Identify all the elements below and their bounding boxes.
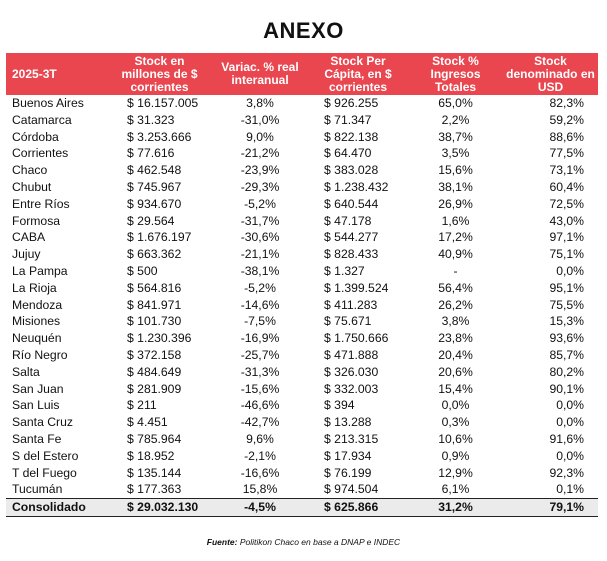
per-capita-cell: $ 75.671 <box>324 314 372 329</box>
usd-share-cell: 72,5% <box>549 196 584 211</box>
source-label: Fuente: <box>206 537 238 547</box>
income-share-cell: 38,7% <box>438 129 473 144</box>
usd-share-cell: 0,0% <box>556 263 584 278</box>
variation-cell: -2,1% <box>244 448 276 463</box>
per-capita-cell: $ 326.030 <box>324 364 379 379</box>
header-stock: Stock en millones de $ corrientes <box>121 53 198 94</box>
stock-cell: $ 3.253.666 <box>127 129 192 144</box>
income-share-cell: - <box>453 263 458 278</box>
table-row <box>6 381 598 398</box>
province-name: S del Estero <box>12 448 79 463</box>
variation-cell: -5,2% <box>244 196 276 211</box>
per-capita-cell: $ 13.288 <box>324 415 372 430</box>
stock-cell: $ 29.564 <box>127 213 175 228</box>
variation-cell: -29,3% <box>240 179 280 194</box>
income-share-cell: 15,6% <box>438 163 473 178</box>
table-row <box>6 112 598 129</box>
per-capita-cell: $ 1.750.666 <box>324 331 389 346</box>
province-name: Santa Fe <box>12 431 62 446</box>
total-row <box>6 499 598 517</box>
income-share-cell: 3,8% <box>441 314 470 329</box>
stock-cell: $ 281.909 <box>127 381 182 396</box>
header-per-capita: Stock Per Cápita, en $ corrientes <box>324 53 392 94</box>
stock-cell: $ 785.964 <box>127 431 182 446</box>
income-share-cell: 20,6% <box>438 364 473 379</box>
stock-cell: $ 500 <box>127 263 158 278</box>
per-capita-cell: $ 822.138 <box>324 129 379 144</box>
province-name: Tucumán <box>12 482 63 497</box>
total-label: Consolidado <box>12 500 86 515</box>
province-name: Río Negro <box>12 347 68 362</box>
usd-share-cell: 77,5% <box>549 146 584 161</box>
stock-cell: $ 1.230.396 <box>127 331 192 346</box>
province-name: Jujuy <box>12 247 41 262</box>
variation-cell: -31,0% <box>240 112 280 127</box>
per-capita-cell: $ 1.399.524 <box>324 280 389 295</box>
source-note <box>0 537 607 547</box>
per-capita-cell: $ 1.327 <box>324 263 365 278</box>
table-row <box>6 465 598 482</box>
usd-share-cell: 97,1% <box>549 230 584 245</box>
income-share-cell: 6,1% <box>441 482 470 497</box>
province-name: Catamarca <box>12 112 72 127</box>
source-text: Politikon Chaco en base a DNAP e INDEC <box>239 537 401 547</box>
header-usd-share: Stock denominado en USD <box>506 53 595 94</box>
stock-cell: $ 934.670 <box>127 196 182 211</box>
per-capita-cell: $ 1.238.432 <box>324 179 389 194</box>
table-row <box>6 330 598 347</box>
income-share-cell: 0,0% <box>441 398 470 413</box>
table-row <box>6 213 598 230</box>
usd-share-cell: 73,1% <box>549 163 584 178</box>
province-name: Chubut <box>12 179 52 194</box>
table-row <box>6 246 598 263</box>
stock-cell: $ 484.649 <box>127 364 182 379</box>
usd-share-cell: 0,0% <box>556 398 584 413</box>
table-body <box>6 95 598 516</box>
income-share-cell: 38,1% <box>438 179 473 194</box>
income-share-cell: 12,9% <box>438 465 473 480</box>
usd-share-cell: 80,2% <box>549 364 584 379</box>
table-header <box>6 53 598 95</box>
table-row <box>6 347 598 364</box>
per-capita-cell: $ 383.028 <box>324 163 379 178</box>
table-row <box>6 364 598 381</box>
income-share-cell: 40,9% <box>438 247 473 262</box>
table-row <box>6 95 598 112</box>
variation-cell: -15,6% <box>240 381 280 396</box>
table-row <box>6 129 598 146</box>
usd-share-cell: 93,6% <box>549 331 584 346</box>
table-row <box>6 162 598 179</box>
usd-share-cell: 92,3% <box>549 465 584 480</box>
usd-share-cell: 43,0% <box>549 213 584 228</box>
usd-share-cell: 75,5% <box>549 297 584 312</box>
variation-cell: -46,6% <box>240 398 280 413</box>
page-title: ANEXO <box>263 18 344 43</box>
usd-share-cell: 88,6% <box>549 129 584 144</box>
usd-share-cell: 90,1% <box>549 381 584 396</box>
usd-share-cell: 15,3% <box>549 314 584 329</box>
stock-cell: $ 16.157.005 <box>127 96 199 110</box>
table-row <box>6 263 598 280</box>
total-income-share: 31,2% <box>438 500 473 515</box>
stock-cell: $ 101.730 <box>127 314 182 329</box>
variation-cell: 3,8% <box>246 96 274 110</box>
table-row <box>6 414 598 431</box>
income-share-cell: 2,2% <box>441 112 470 127</box>
table-row <box>6 297 598 314</box>
income-share-cell: 0,3% <box>441 415 470 430</box>
per-capita-cell: $ 471.888 <box>324 347 379 362</box>
table-row <box>6 179 598 196</box>
per-capita-cell: $ 76.199 <box>324 465 372 480</box>
per-capita-cell: $ 411.283 <box>324 297 378 312</box>
per-capita-cell: $ 213.315 <box>324 431 379 446</box>
stock-cell: $ 663.362 <box>127 247 182 262</box>
usd-share-cell: 95,1% <box>549 280 584 295</box>
per-capita-cell: $ 974.504 <box>324 482 379 497</box>
total-usd-share: 79,1% <box>549 500 584 515</box>
province-name: Salta <box>12 364 40 379</box>
table-row <box>6 397 598 414</box>
income-share-cell: 10,6% <box>438 431 473 446</box>
usd-share-cell: 91,6% <box>549 431 584 446</box>
per-capita-cell: $ 544.277 <box>324 230 379 245</box>
per-capita-cell: $ 640.544 <box>324 196 379 211</box>
income-share-cell: 26,9% <box>438 196 473 211</box>
usd-share-cell: 59,2% <box>549 112 584 127</box>
province-name: Mendoza <box>12 297 63 312</box>
variation-cell: 9,0% <box>246 129 274 144</box>
stock-cell: $ 135.144 <box>127 465 182 480</box>
stock-cell: $ 31.323 <box>127 112 175 127</box>
per-capita-cell: $ 394 <box>324 398 355 413</box>
usd-share-cell: 75,1% <box>549 247 584 262</box>
province-name: CABA <box>12 230 46 245</box>
province-name: Chaco <box>12 163 48 178</box>
table-row <box>6 431 598 448</box>
stock-cell: $ 745.967 <box>127 179 182 194</box>
province-name: Neuquén <box>12 331 62 346</box>
total-stock: $ 29.032.130 <box>127 500 199 515</box>
income-share-cell: 3,5% <box>441 146 470 161</box>
province-name: Entre Ríos <box>12 196 70 211</box>
variation-cell: -31,3% <box>240 364 280 379</box>
per-capita-cell: $ 64.470 <box>324 146 372 161</box>
per-capita-cell: $ 828.433 <box>324 247 379 262</box>
variation-cell: -21,2% <box>240 146 280 161</box>
per-capita-cell: $ 17.934 <box>324 448 372 463</box>
header-period: 2025-3T <box>12 66 57 81</box>
income-share-cell: 1,6% <box>441 213 470 228</box>
variation-cell: -7,5% <box>244 314 276 329</box>
table-row <box>6 196 598 213</box>
income-share-cell: 15,4% <box>438 381 473 396</box>
province-name: Misiones <box>12 314 61 329</box>
stock-cell: $ 77.616 <box>127 146 175 161</box>
income-share-cell: 56,4% <box>438 280 473 295</box>
per-capita-cell: $ 926.255 <box>324 96 379 110</box>
stock-cell: $ 462.548 <box>127 163 182 178</box>
variation-cell: 9,6% <box>246 431 274 446</box>
table-row <box>6 481 598 498</box>
header-variation: Variac. % real interanual <box>221 60 299 87</box>
variation-cell: -23,9% <box>240 163 280 178</box>
province-name: Córdoba <box>12 129 59 144</box>
variation-cell: -16,9% <box>240 331 280 346</box>
table-row <box>6 145 598 162</box>
province-name: Buenos Aires <box>12 96 84 110</box>
anexo-table <box>6 53 598 517</box>
usd-share-cell: 82,3% <box>549 96 584 110</box>
variation-cell: 15,8% <box>242 482 278 497</box>
variation-cell: -16,6% <box>240 465 280 480</box>
per-capita-cell: $ 47.178 <box>324 213 372 228</box>
variation-cell: -25,7% <box>240 347 280 362</box>
table-row <box>6 229 598 246</box>
variation-cell: -38,1% <box>240 263 280 278</box>
table-row <box>6 280 598 297</box>
income-share-cell: 26,2% <box>438 297 473 312</box>
header-income-share: Stock % Ingresos Totales <box>430 53 481 94</box>
table-row <box>6 448 598 465</box>
income-share-cell: 20,4% <box>438 347 473 362</box>
usd-share-cell: 60,4% <box>549 179 584 194</box>
per-capita-cell: $ 71.347 <box>324 112 372 127</box>
variation-cell: -31,7% <box>240 213 280 228</box>
stock-cell: $ 18.952 <box>127 448 175 463</box>
province-name: La Rioja <box>12 280 57 295</box>
stock-cell: $ 1.676.197 <box>127 230 192 245</box>
province-name: San Luis <box>12 398 60 413</box>
stock-cell: $ 4.451 <box>127 415 168 430</box>
province-name: T del Fuego <box>12 465 77 480</box>
income-share-cell: 23,8% <box>438 331 473 346</box>
province-name: Santa Cruz <box>12 415 73 430</box>
table-row <box>6 313 598 330</box>
variation-cell: -30,6% <box>240 230 280 245</box>
stock-cell: $ 211 <box>127 398 157 413</box>
province-name: La Pampa <box>12 263 68 278</box>
total-per-capita: $ 625.866 <box>324 500 379 515</box>
income-share-cell: 0,9% <box>441 448 470 463</box>
province-name: Formosa <box>12 213 61 228</box>
usd-share-cell: 0,1% <box>556 482 584 497</box>
usd-share-cell: 0,0% <box>556 448 584 463</box>
stock-cell: $ 564.816 <box>127 280 182 295</box>
header-row <box>6 53 598 95</box>
income-share-cell: 17,2% <box>438 230 473 245</box>
variation-cell: -5,2% <box>244 280 276 295</box>
usd-share-cell: 85,7% <box>549 347 584 362</box>
per-capita-cell: $ 332.003 <box>324 381 379 396</box>
variation-cell: -42,7% <box>240 415 280 430</box>
stock-cell: $ 841.971 <box>127 297 182 312</box>
stock-cell: $ 177.363 <box>127 482 182 497</box>
usd-share-cell: 0,0% <box>556 415 584 430</box>
variation-cell: -14,6% <box>240 297 280 312</box>
total-variation: -4,5% <box>244 500 276 515</box>
stock-cell: $ 372.158 <box>127 347 182 362</box>
province-name: San Juan <box>12 381 64 396</box>
variation-cell: -21,1% <box>240 247 280 262</box>
income-share-cell: 65,0% <box>438 96 473 110</box>
province-name: Corrientes <box>12 146 69 161</box>
